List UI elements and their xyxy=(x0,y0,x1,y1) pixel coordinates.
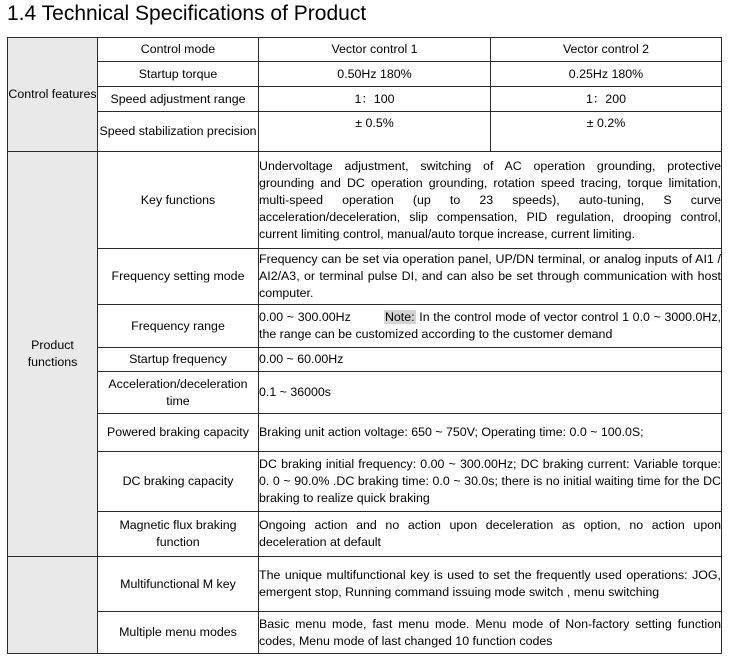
specifications-table xyxy=(7,37,722,654)
value-vector-control-2: 1：200 xyxy=(491,87,722,112)
feature-label: Magnetic flux braking function xyxy=(98,512,259,557)
table-row xyxy=(8,414,722,452)
table-row xyxy=(8,249,722,305)
feature-description: Frequency can be set via operation panel, UP/DN terminal, or analog inputs of AI1 / AI2/A3, or terminal pulse DI, and can also be set through communication with host computer. xyxy=(259,249,722,305)
category-third-group xyxy=(8,557,98,654)
table-row xyxy=(8,152,722,249)
feature-label: Powered braking capacity xyxy=(98,414,259,452)
table-row xyxy=(8,557,722,612)
table-row xyxy=(8,112,722,152)
page-title: 1.4 Technical Specifications of Product xyxy=(7,2,367,25)
feature-description xyxy=(259,305,722,348)
feature-label: Frequency setting mode xyxy=(98,249,259,305)
feature-description: Braking unit action voltage: 650 ~ 750V; Operating time: 0.0 ~ 100.0S; xyxy=(259,414,722,452)
category-control-features: Control features xyxy=(8,38,98,152)
table-row xyxy=(8,372,722,414)
value-vector-control-1: 1：100 xyxy=(259,87,491,112)
feature-description: Ongoing action and no action upon deceleration as option, no action upon deceleration at default xyxy=(259,512,722,557)
note-label: Note: xyxy=(384,310,415,324)
category-product-functions: Product functions xyxy=(8,152,98,557)
table-row xyxy=(8,87,722,112)
feature-label: Startup torque xyxy=(98,62,259,87)
table-row xyxy=(8,348,722,372)
note-text: In the control mode of vector control 1 0.0 ~ 3000.0Hz, the range can be customized according to the customer demand xyxy=(259,310,721,341)
table-row xyxy=(8,452,722,512)
feature-description: 0.1 ~ 36000s xyxy=(259,372,722,414)
value-vector-control-1: 0.50Hz 180% xyxy=(259,62,491,87)
value-vector-control-2: Vector control 2 xyxy=(491,38,722,62)
feature-description: Basic menu mode, fast menu mode. Menu mode of Non-factory setting function codes, Menu mode of last changed 10 function codes xyxy=(259,612,722,654)
feature-label: DC braking capacity xyxy=(98,452,259,512)
value-vector-control-2: 0.25Hz 180% xyxy=(491,62,722,87)
feature-label: Key functions xyxy=(98,152,259,249)
value-vector-control-2: ± 0.2% xyxy=(491,112,722,152)
feature-label: Speed stabilization precision xyxy=(98,112,259,152)
feature-label: Startup frequency xyxy=(98,348,259,372)
table-row xyxy=(8,62,722,87)
feature-description: 0.00 ~ 60.00Hz xyxy=(259,348,722,372)
frequency-range-value: 0.00 ~ 300.00Hz xyxy=(259,310,351,324)
feature-label: Multiple menu modes xyxy=(98,612,259,654)
table-row xyxy=(8,305,722,348)
feature-label: Acceleration/deceleration time xyxy=(98,372,259,414)
feature-label: Multifunctional M key xyxy=(98,557,259,612)
feature-description: DC braking initial frequency: 0.00 ~ 300.00Hz; DC braking current: Variable torque: 0. 0 ~ 90.0% .DC braking time: 0.0 ~ 30.0s; there is no initial waiting time for the DC braking to realize quick braking xyxy=(259,452,722,512)
feature-description: Undervoltage adjustment, switching of AC operation grounding, protective grounding and DC operation grounding, rotation speed tracing, torque limitation, multi-speed operation (up to 23 speeds), auto-tuning, S curve acceleration/deceleration, slip compensation, PID regulation, drooping control, current limiting control, manual/auto torque increase, current limiting. xyxy=(259,152,722,249)
value-vector-control-1: Vector control 1 xyxy=(259,38,491,62)
table-row xyxy=(8,38,722,62)
feature-label: Speed adjustment range xyxy=(98,87,259,112)
value-vector-control-1: ± 0.5% xyxy=(259,112,491,152)
feature-description: The unique multifunctional key is used to set the frequently used operations: JOG, emergent stop, Running command issuing mode switch , menu switching xyxy=(259,557,722,612)
table-row xyxy=(8,612,722,654)
feature-label: Control mode xyxy=(98,38,259,62)
feature-label: Frequency range xyxy=(98,305,259,348)
table-row xyxy=(8,512,722,557)
